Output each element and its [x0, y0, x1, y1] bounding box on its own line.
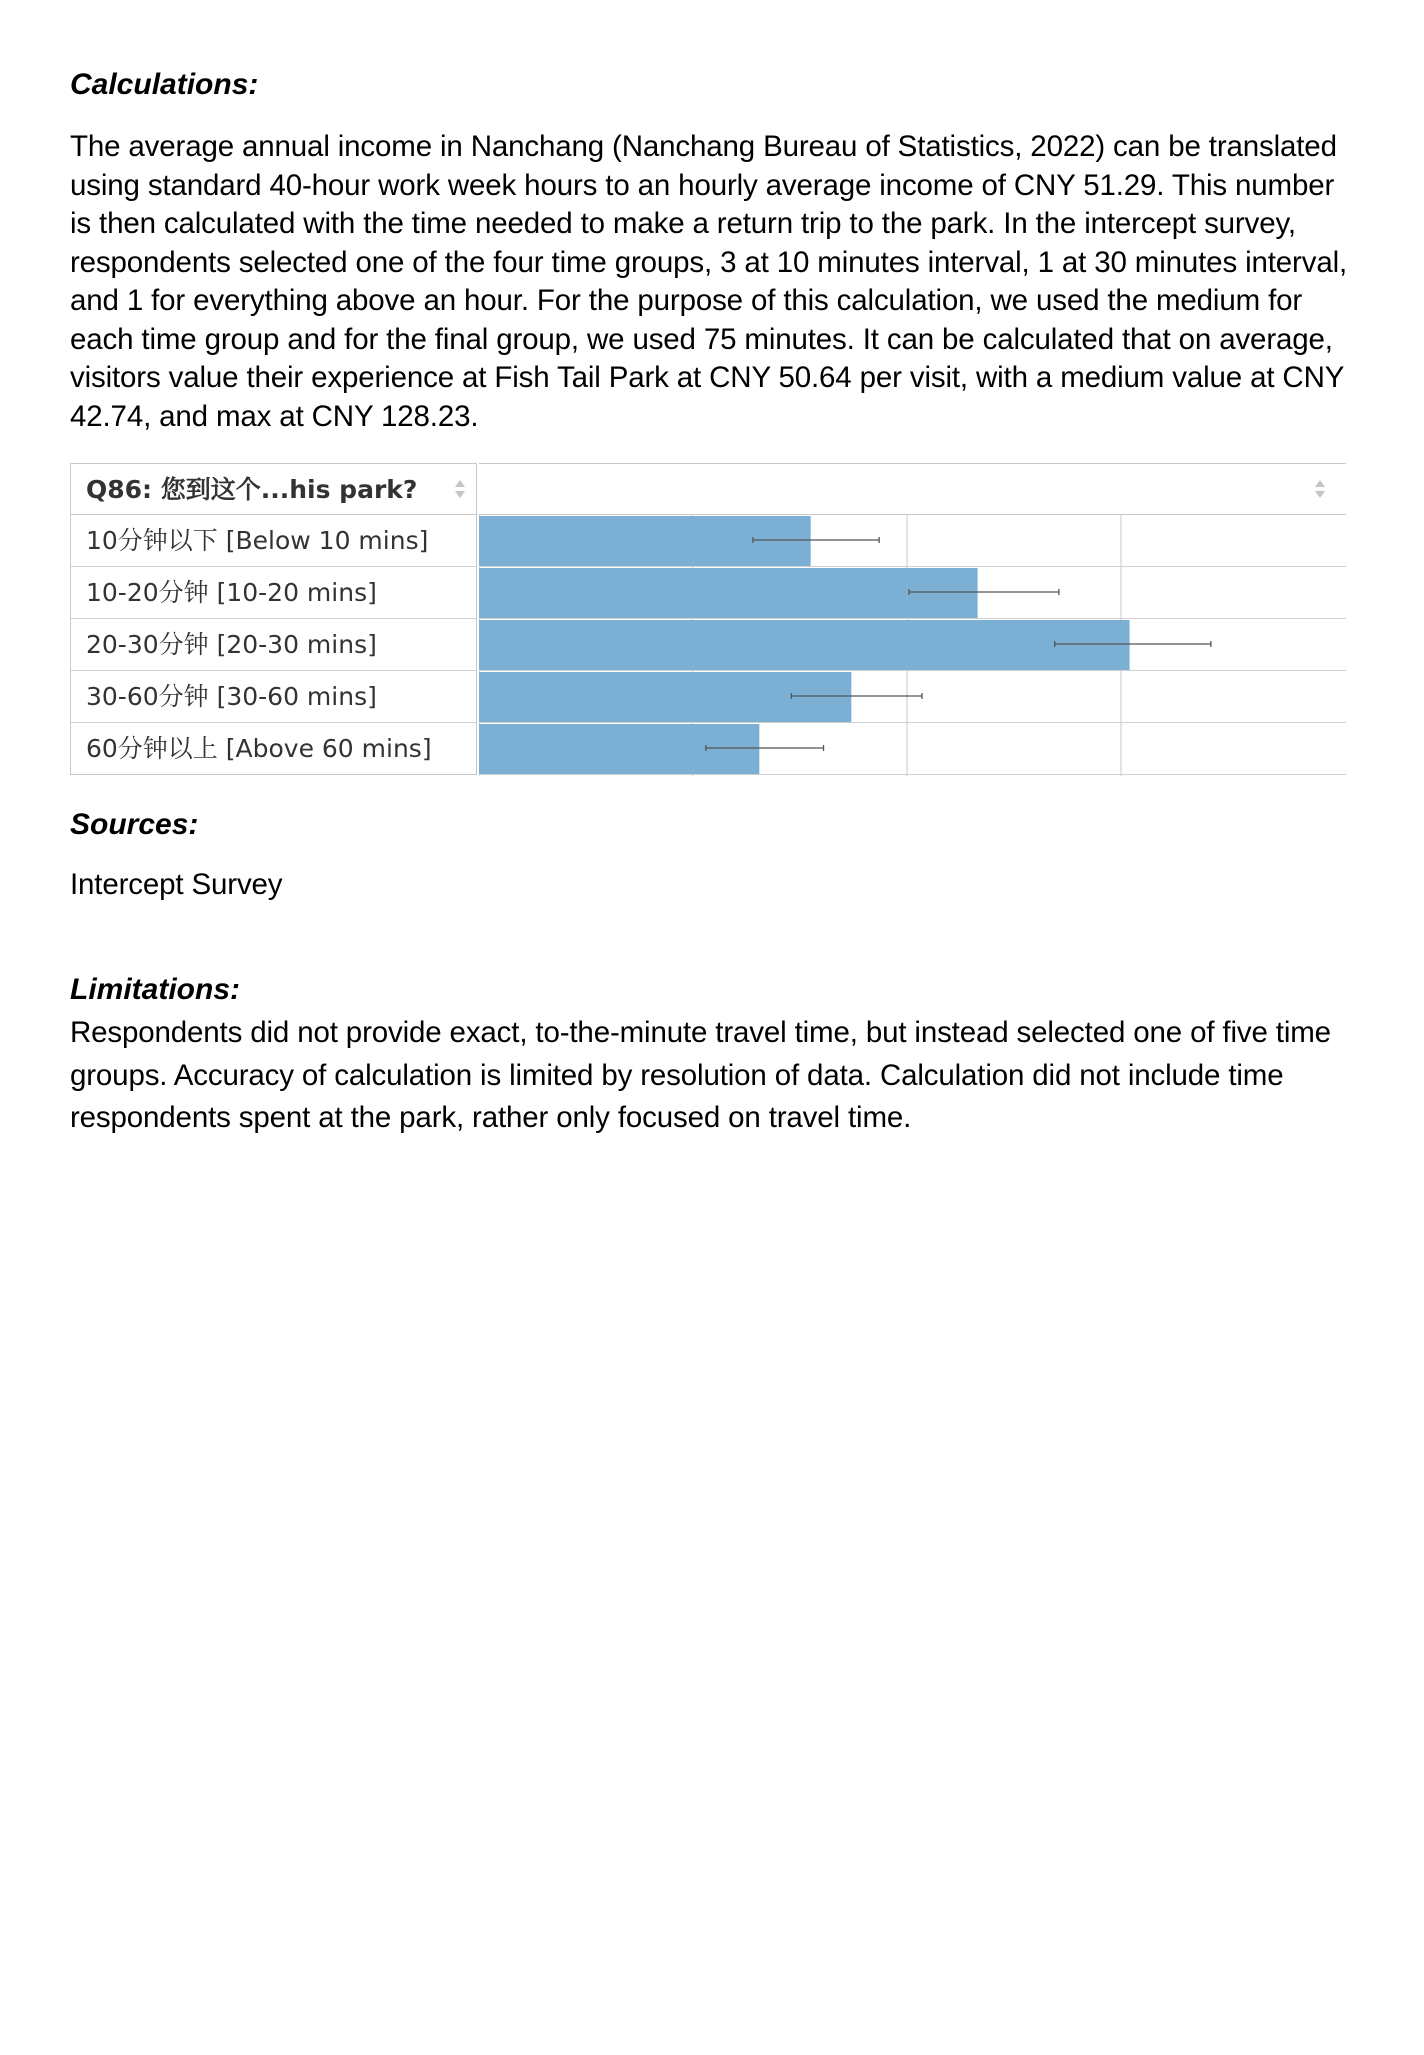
limitations-heading: Limitations:	[70, 973, 240, 1006]
category-column	[70, 463, 477, 775]
bar-chart-area	[479, 463, 1346, 776]
calculations-heading: Calculations:	[70, 68, 259, 101]
table-row-label: 20-30分钟 [20-30 mins]	[71, 619, 477, 671]
question-header-label: Q86: 您到这个...his park?	[86, 475, 418, 504]
column-header-question[interactable]	[71, 463, 477, 515]
sources-heading: Sources:	[70, 808, 199, 841]
table-row-label: 10-20分钟 [10-20 mins]	[71, 567, 477, 619]
table-row-label: 30-60分钟 [30-60 mins]	[71, 671, 477, 723]
sources-paragraph: Intercept Survey	[70, 868, 283, 901]
bar[interactable]	[479, 516, 811, 566]
table-row-label: 10分钟以下 [Below 10 mins]	[71, 515, 477, 567]
bar[interactable]	[479, 724, 759, 774]
bar-chart	[479, 515, 1346, 776]
bar[interactable]	[479, 620, 1130, 670]
calculations-paragraph: The average annual income in Nanchang (Nanchang Bureau of Statistics, 2022) can be translated using standard 40-hour work week hours to an hourly average income of CNY 51.29. This number is then calculated with the time needed to make a return trip to the park. In the intercept survey, respondents selected one of the four time groups, 3 at 10 minutes interval, 1 at 30 minutes interval, and 1 for everything above an hour. For the purpose of this calculation, we used the medium for each time group and for the final group, we used 75 minutes. It can be calculated that on average, visitors value their experience at Fish Tail Park at CNY 50.64 per visit, with a medium value at CNY 42.74, and max at CNY 128.23.	[70, 130, 1348, 433]
limitations-paragraph: Respondents did not provide exact, to-the-minute travel time, but instead selected one of five time groups. Accuracy of calculation is limited by resolution of data. Calculation did not include time respondents spent at the park, rather only focused on travel time.	[70, 1016, 1331, 1134]
sort-arrows-icon[interactable]	[453, 477, 467, 501]
table-row-label: 60分钟以上 [Above 60 mins]	[86, 734, 432, 763]
survey-chart-table	[70, 463, 1346, 776]
bar[interactable]	[479, 672, 851, 722]
sort-arrows-icon[interactable]	[1313, 477, 1327, 501]
bar[interactable]	[479, 568, 978, 618]
chart-column-header[interactable]	[479, 463, 1346, 515]
